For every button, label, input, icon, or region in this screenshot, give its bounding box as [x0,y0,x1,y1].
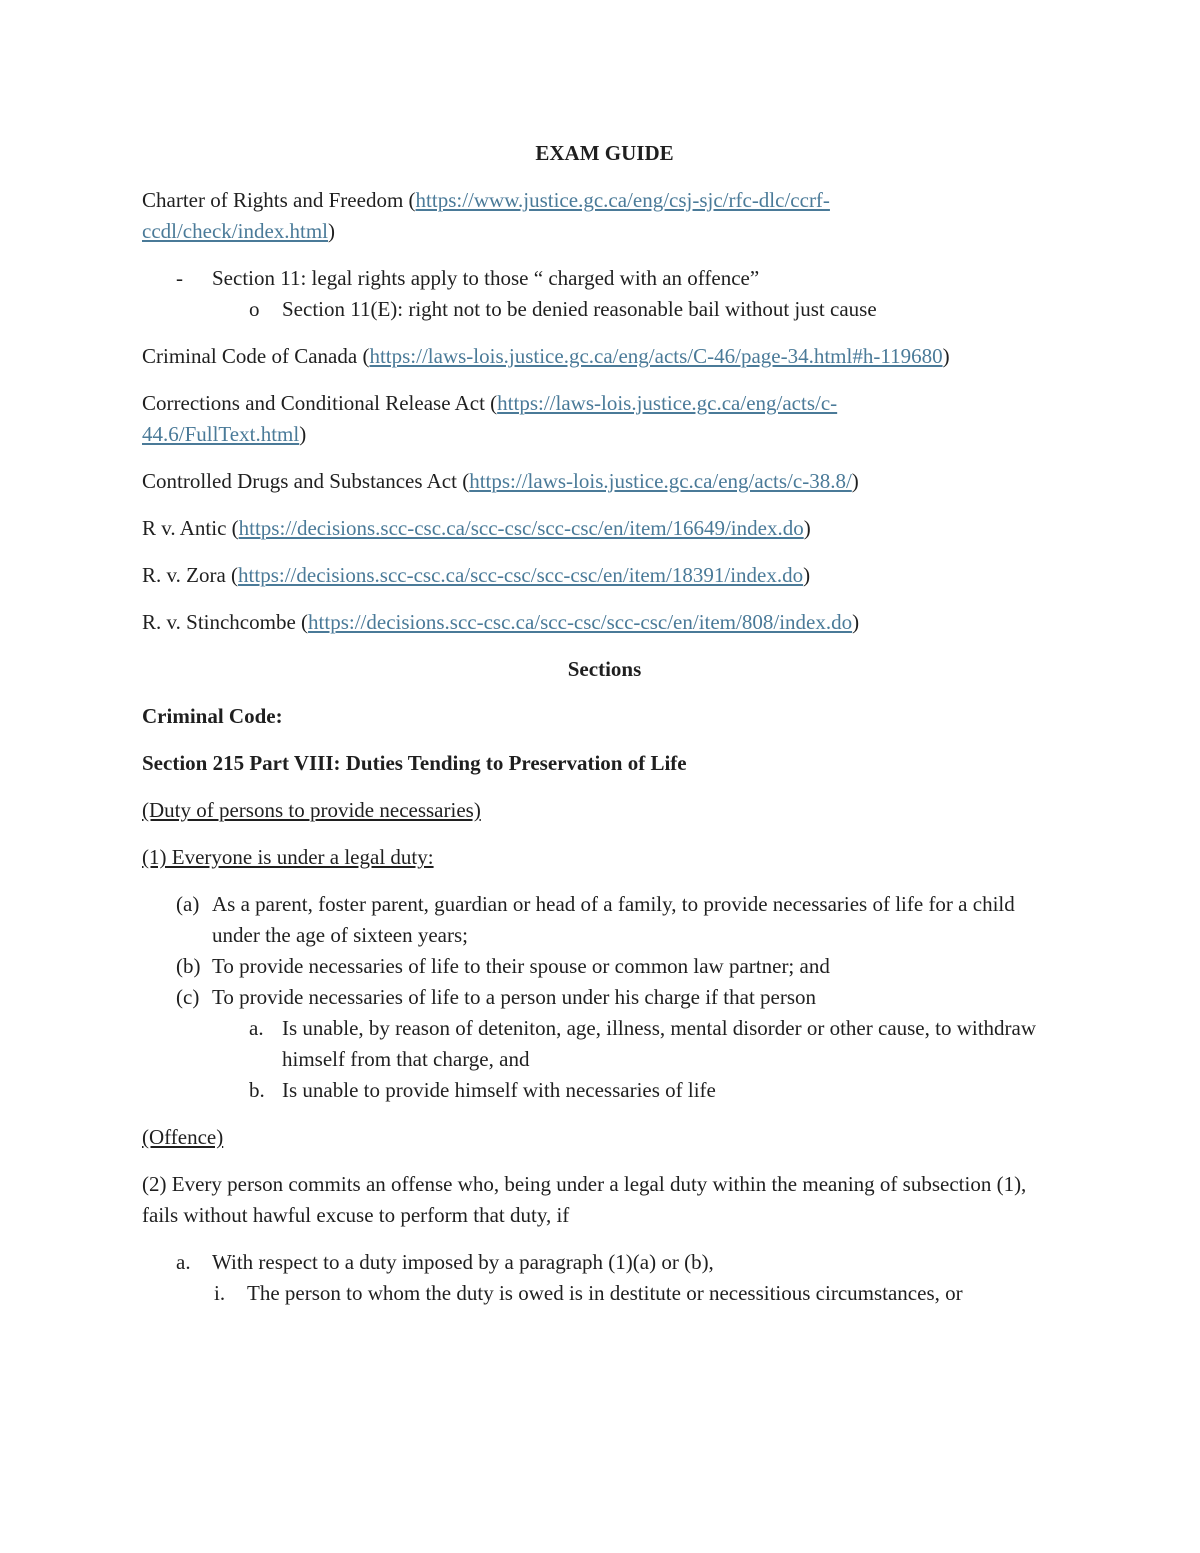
source-r-v-zora: R. v. Zora (https://decisions.scc-csc.ca/scc-csc/scc-csc/en/item/18391/index.do) [142,563,811,587]
offence-subheading: (Offence) [142,1125,224,1149]
offence-intro: (2) Every person commits an offense who, being under a legal duty within the meaning of subsection (1), fails without hawful excuse to perform that duty, if [142,1172,1027,1227]
zora-link[interactable]: https://decisions.scc-csc.ca/scc-csc/scc-csc/en/item/18391/index.do [238,563,804,587]
charter-bullet-section11e: o Section 11(E): right not to be denied reasonable bail without just cause [142,294,1067,325]
source-cdsa: Controlled Drugs and Substances Act (https://laws-lois.justice.gc.ca/eng/acts/c-38.8/) [142,469,859,493]
antic-link[interactable]: https://decisions.scc-csc.ca/scc-csc/scc-csc/en/item/16649/index.do [238,516,804,540]
duty-item-c: (c) To provide necessaries of life to a person under his charge if that person [176,985,817,1009]
source-r-v-stinchcombe: R. v. Stinchcombe (https://decisions.scc-csc.ca/scc-csc/scc-csc/en/item/808/index.do) [142,610,860,634]
offence-sub-i: i. The person to whom the duty is owed is in destitute or necessitious circumstances, or [214,1281,963,1305]
duty-c-sub-a: a. Is unable, by reason of deteniton, age, illness, mental disorder or other cause, to withdraw himself from that charge, and [249,1016,1037,1071]
source-criminal-code: Criminal Code of Canada (https://laws-lois.justice.gc.ca/eng/acts/C-46/page-34.html#h-119680) [142,344,950,368]
duty-item-a: (a) As a parent, foster parent, guardian or head of a family, to provide necessaries of life for a child under the age of sixteen years; [176,892,1015,947]
section-215-heading: Section 215 Part VIII: Duties Tending to Preservation of Life [142,751,687,775]
charter-bullet-section11: - Section 11: legal rights apply to those “ charged with an offence” [142,263,1067,294]
document-page [142,138,1067,1309]
source-charter: Charter of Rights and Freedom (https://www.justice.gc.ca/eng/csj-sjc/rfc-dlc/ccrf- ccdl/check/index.html) [142,188,830,243]
source-corrections-act: Corrections and Conditional Release Act (https://laws-lois.justice.gc.ca/eng/acts/c- 44.6/FullText.html) [142,391,838,446]
dash-marker: - [176,266,183,290]
charter-link[interactable]: https://www.justice.gc.ca/eng/csj-sjc/rfc-dlc/ccrf- ccdl/check/index.html [142,188,830,243]
sections-heading: Sections [567,657,642,681]
duty-c-sub-b: b. Is unable to provide himself with necessaries of life [249,1078,716,1102]
source-r-v-antic: R v. Antic (https://decisions.scc-csc.ca/scc-csc/scc-csc/en/item/16649/index.do) [142,516,811,540]
duty-item-b: (b) To provide necessaries of life to their spouse or common law partner; and [176,954,830,978]
cdsa-link[interactable]: https://laws-lois.justice.gc.ca/eng/acts/c-38.8/ [469,469,852,493]
duty-intro: (1) Everyone is under a legal duty: [142,845,434,869]
criminal-code-link[interactable]: https://laws-lois.justice.gc.ca/eng/acts/C-46/page-34.html#h-119680 [369,344,943,368]
corrections-act-link[interactable]: https://laws-lois.justice.gc.ca/eng/acts/c- 44.6/FullText.html [142,391,838,446]
o-marker: o [249,297,260,321]
stinchcombe-link[interactable]: https://decisions.scc-csc.ca/scc-csc/scc-csc/en/item/808/index.do [308,610,853,634]
offence-item-a: a. With respect to a duty imposed by a paragraph (1)(a) or (b), [176,1250,714,1274]
document-title: EXAM GUIDE [535,141,674,165]
duty-subheading: (Duty of persons to provide necessaries) [142,798,481,822]
criminal-code-heading: Criminal Code: [142,704,283,728]
